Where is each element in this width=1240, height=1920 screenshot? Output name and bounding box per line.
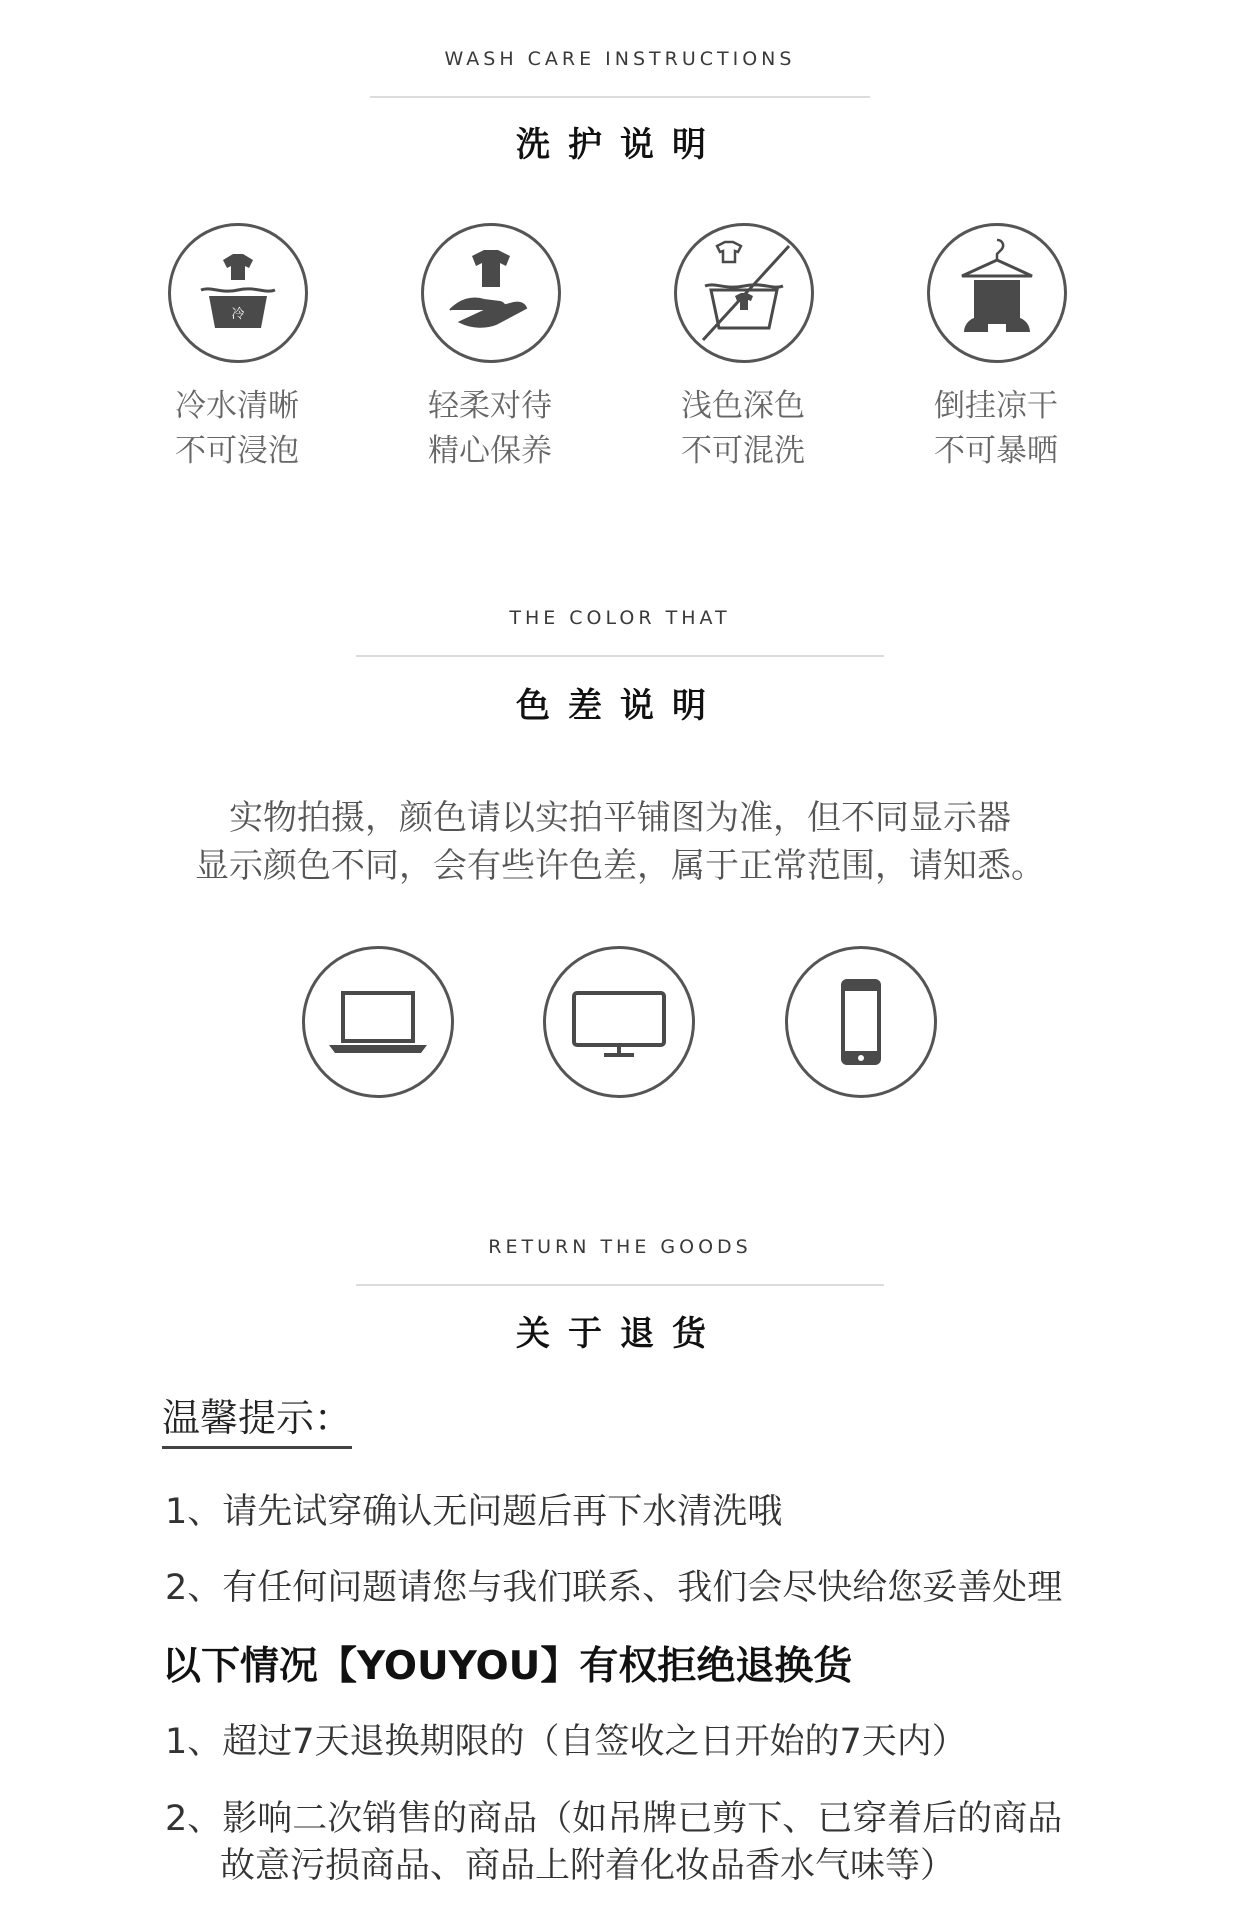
refuse-item-2: 2、影响二次销售的商品（如吊牌已剪下、已穿着后的商品 — [165, 1799, 1063, 1839]
tip-item-1: 1、请先试穿确认无问题后再下水清洗哦 — [165, 1492, 783, 1532]
refuse-heading: 以下情况【YOUYOU】有权拒绝退换货 — [162, 1644, 853, 1689]
tip-title: 温馨提示： — [162, 1387, 352, 1449]
divider — [356, 1284, 884, 1286]
cold-badge: 冷 — [231, 307, 245, 322]
divider — [370, 96, 870, 98]
hanger-dry-icon — [927, 223, 1067, 363]
returns-cn-title: 关于退货 — [516, 1314, 724, 1354]
refuse-item-1: 1、超过7天退换期限的（自签收之日开始的7天内） — [165, 1722, 967, 1762]
hand-holding-shirt-icon — [421, 223, 561, 363]
cold-wash-basin-icon — [168, 223, 308, 363]
wash-en-title: WASH CARE INSTRUCTIONS — [444, 48, 796, 70]
monitor-icon — [543, 946, 695, 1098]
phone-icon — [785, 946, 937, 1098]
wash-cn-title: 洗护说明 — [516, 125, 724, 165]
returns-en-title: RETURN THE GOODS — [488, 1236, 752, 1258]
refuse-item-2-cont: 故意污损商品、商品上附着化妆品香水气味等） — [220, 1846, 956, 1886]
no-mixed-wash-icon — [674, 223, 814, 363]
divider — [356, 655, 884, 657]
tip-item-2: 2、有任何问题请您与我们联系、我们会尽快给您妥善处理 — [165, 1568, 1063, 1608]
color-note-line-1: 实物拍摄，颜色请以实拍平铺图为准，但不同显示器 — [229, 798, 1011, 838]
color-cn-title: 色差说明 — [516, 686, 724, 726]
laptop-icon — [302, 946, 454, 1098]
care-label-2: 轻柔对待 精心保养 — [428, 388, 552, 469]
care-label-1: 冷水清晰 不可浸泡 — [175, 388, 299, 469]
color-note-line-2: 显示颜色不同，会有些许色差，属于正常范围，请知悉。 — [195, 846, 1045, 886]
color-en-title: THE COLOR THAT — [509, 607, 731, 629]
care-label-4: 倒挂凉干 不可暴晒 — [934, 388, 1058, 469]
care-label-3: 浅色深色 不可混洗 — [681, 388, 805, 469]
